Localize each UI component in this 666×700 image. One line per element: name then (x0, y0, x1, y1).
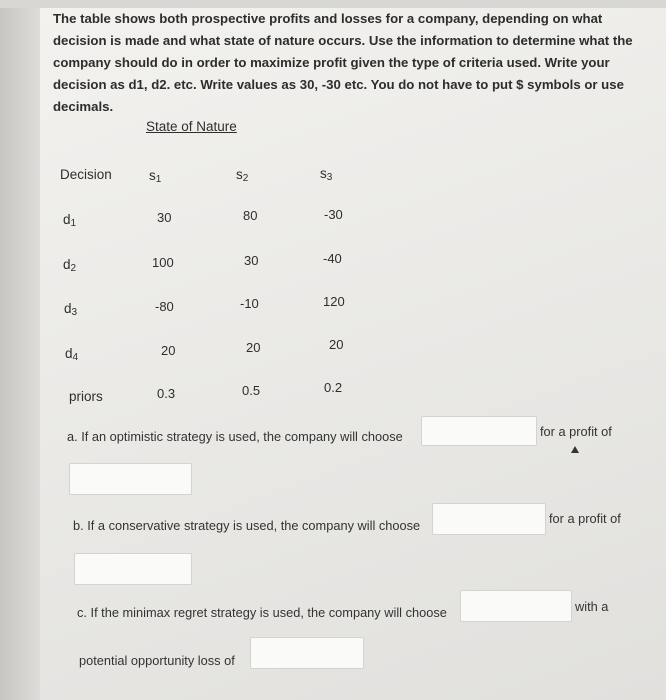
payoff-d1-s3: -30 (324, 207, 343, 222)
payoff-d3-s1: -80 (155, 299, 174, 314)
question-c-text2: potential opportunity loss of (79, 653, 235, 668)
state-header-s3: $s_3$ (320, 166, 333, 183)
payoff-d3-s2: -10 (240, 296, 259, 311)
payoff-d4-s1: 20 (161, 343, 176, 358)
payoff-d1-s2: 80 (243, 208, 258, 223)
payoff-d2-s1: 100 (152, 255, 174, 270)
question-c-text: c. If the minimax regret strategy is used, the company will choose (77, 605, 447, 620)
payoff-d4-s2: 20 (246, 340, 261, 355)
optimistic-decision-input[interactable] (421, 416, 537, 446)
payoff-d4-s3: 20 (329, 337, 344, 352)
payoff-d3-s3: 120 (323, 294, 345, 309)
decision-column-header: Decision (60, 167, 112, 182)
question-b-suffix: for a profit of (549, 511, 621, 526)
problem-statement: The table shows both prospective profits and losses for a company, depending on what decision is made and what state of nature occurs. Use the information to determine what the company should do in order to maximize profit given the type of criteria used. Write your decision as d1, d2. etc. Write values as 30, -30 etc. You do not have to put $ symbols or use decimals. (53, 11, 633, 114)
prior-s1: 0.3 (157, 386, 176, 401)
state-header-s1: $s_1$ (149, 168, 162, 185)
payoff-d2-s3: -40 (323, 251, 342, 266)
decision-label-d3: $d_3$ (64, 301, 78, 318)
decision-label-d1: $d_1$ (63, 212, 77, 229)
payoff-d2-s2: 30 (244, 253, 259, 268)
payoff-d1-s1: 30 (157, 210, 172, 225)
prior-s3: 0.2 (324, 380, 343, 395)
state-header-s2: $s_2$ (236, 167, 249, 184)
priors-label: priors (69, 389, 103, 404)
question-a-text: a. If an optimistic strategy is used, the company will choose (67, 429, 403, 444)
screen-top-edge (0, 0, 666, 8)
decision-label-d4: $d_4$ (65, 346, 79, 363)
conservative-profit-input[interactable] (74, 553, 192, 585)
mouse-cursor-icon (571, 446, 579, 453)
decision-label-d2: $d_2$ (63, 257, 77, 274)
state-of-nature-heading: State of Nature (146, 119, 237, 134)
prior-s2: 0.5 (242, 383, 261, 398)
screen-bezel (0, 0, 40, 700)
question-b-text: b. If a conservative strategy is used, the company will choose (73, 518, 421, 533)
optimistic-profit-input[interactable] (69, 463, 192, 495)
question-a-suffix: for a profit of (540, 424, 612, 439)
conservative-decision-input[interactable] (432, 503, 546, 535)
opportunity-loss-input[interactable] (250, 637, 364, 669)
question-c-suffix: with a (575, 599, 609, 614)
minimax-regret-decision-input[interactable] (460, 590, 572, 622)
